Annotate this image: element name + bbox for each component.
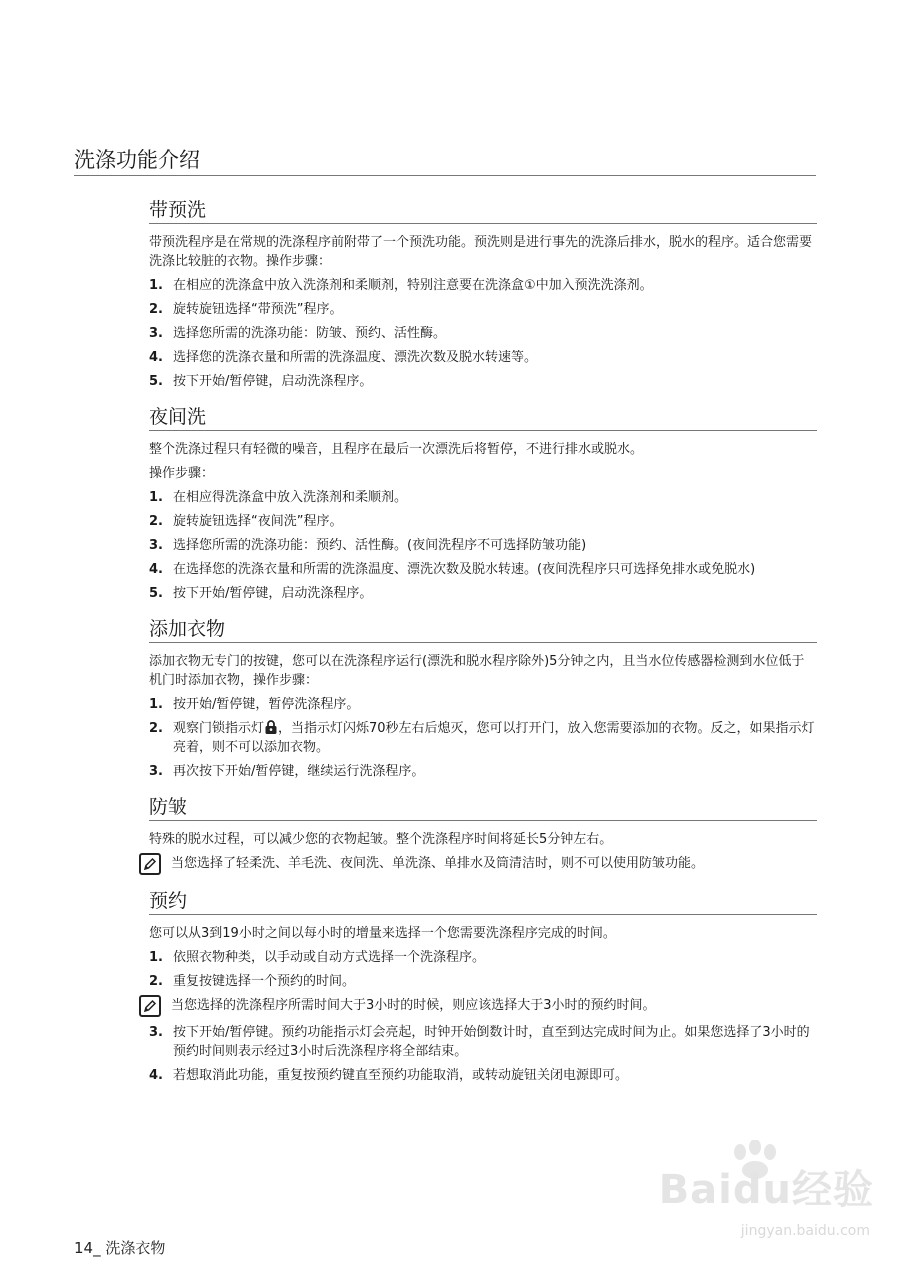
step-number: 4.: [149, 350, 163, 365]
step-text: 再次按下开始/暂停键，继续运行洗涤程序。: [173, 764, 425, 779]
note-block: [149, 996, 817, 1017]
step-item: [149, 719, 817, 757]
watermark-url: jingyan.baidu.com: [740, 1223, 870, 1239]
section-intro: 带预洗程序是在常规的洗涤程序前附带了一个预洗功能。预洗则是进行事先的洗涤后排水，脱水的程序。适合您需要洗涤比较脏的衣物。操作步骤：: [149, 235, 813, 269]
step-item: [149, 276, 817, 295]
step-text: 若想取消此功能，重复按预约键直至预约功能取消，或转动旋钮关闭电源即可。: [173, 1068, 629, 1083]
step-number: 1.: [149, 490, 163, 505]
step-number: 2.: [149, 302, 163, 317]
step-number: 2.: [149, 721, 163, 736]
step-text: 按开始/暂停键，暂停洗涤程序。: [173, 697, 360, 712]
section-night-wash: [149, 405, 817, 603]
step-item: [149, 300, 817, 319]
step-item: [149, 372, 817, 391]
section-anti-wrinkle: [149, 795, 817, 875]
step-number: 4.: [149, 1068, 163, 1083]
step-text: 旋转旋钮选择“夜间洗”程序。: [173, 514, 343, 529]
step-number: 4.: [149, 562, 163, 577]
step-item: [149, 972, 817, 991]
section-intro-steps-label: 操作步骤：: [149, 466, 215, 481]
step-item: [149, 560, 817, 579]
section-title: 带预洗: [149, 198, 817, 224]
section-add-laundry: [149, 617, 817, 781]
step-item: [149, 324, 817, 343]
section-intro: 整个洗涤过程只有轻微的噪音，且程序在最后一次漂洗后将暂停，不进行排水或脱水。: [149, 442, 644, 457]
section-intro: 特殊的脱水过程，可以减少您的衣物起皱。整个洗涤程序时间将延长5分钟左右。: [149, 832, 613, 847]
step-number: 3.: [149, 1025, 163, 1040]
step-item: [149, 948, 817, 967]
main-content: [149, 198, 817, 1099]
step-number: 5.: [149, 586, 163, 601]
step-item: [149, 1066, 817, 1085]
baidu-watermark: [636, 1140, 886, 1250]
page-footer: 14_ 洗涤衣物: [74, 1239, 166, 1257]
note-pencil-icon: [139, 853, 161, 875]
step-text: [173, 719, 817, 757]
step-text: 选择您的洗涤衣量和所需的洗涤温度、漂洗次数及脱水转速等。: [173, 350, 538, 365]
step-item: [149, 695, 817, 714]
watermark-brand: Baidu经验: [658, 1167, 874, 1213]
step-text: 按下开始/暂停键。预约功能指示灯会亮起，时钟开始倒数计时，直至到达完成时间为止。如果您选择了3小时的预约时间则表示经过3小时后洗涤程序将全部结束。: [173, 1025, 810, 1059]
step-number: 1.: [149, 697, 163, 712]
step-text: 依照衣物种类，以手动或自动方式选择一个洗涤程序。: [173, 950, 486, 965]
step-text: 重复按键选择一个预约的时间。: [173, 974, 356, 989]
step-text: 选择您所需的洗涤功能：防皱、预约、活性酶。: [173, 326, 447, 341]
step-item: [149, 488, 817, 507]
step-text: 按下开始/暂停键，启动洗涤程序。: [173, 586, 373, 601]
step-number: 3.: [149, 326, 163, 341]
note-text: 当您选择的洗涤程序所需时间大于3小时的时候，则应该选择大于3小时的预约时间。: [171, 998, 656, 1013]
step-text: 选择您所需的洗涤功能：预约、活性酶。(夜间洗程序不可选择防皱功能): [173, 538, 587, 553]
step-number: 2.: [149, 514, 163, 529]
section-prewash: [149, 198, 817, 391]
section-intro: 您可以从3到19小时之间以每小时的增量来选择一个您需要洗涤程序完成的时间。: [149, 926, 616, 941]
step-text-part: 观察门锁指示灯: [173, 721, 265, 736]
step-item: [149, 512, 817, 531]
section-title: 预约: [149, 889, 817, 915]
section-delay-end: [149, 889, 817, 1085]
step-item: [149, 762, 817, 781]
step-number: 2.: [149, 974, 163, 989]
section-intro: 添加衣物无专门的按键，您可以在洗涤程序运行(漂洗和脱水程序除外)5分钟之内，且当水位传感器检测到水位低于机门时添加衣物，操作步骤：: [149, 654, 805, 688]
step-number: 5.: [149, 374, 163, 389]
note-pencil-icon: [139, 995, 161, 1017]
step-item: [149, 584, 817, 603]
step-item: [149, 536, 817, 555]
step-number: 3.: [149, 764, 163, 779]
step-item: [149, 1023, 817, 1061]
step-text: 在相应得洗涤盒中放入洗涤剂和柔顺剂。: [173, 490, 408, 505]
step-number: 1.: [149, 278, 163, 293]
note-text: 当您选择了轻柔洗、羊毛洗、夜间洗、单洗涤、单排水及筒清洁时，则不可以使用防皱功能。: [171, 856, 705, 871]
step-item: [149, 348, 817, 367]
step-text: 旋转旋钮选择“带预洗”程序。: [173, 302, 343, 317]
door-lock-icon: [265, 720, 277, 734]
section-title: 夜间洗: [149, 405, 817, 431]
step-text: 在相应的洗涤盒中放入洗涤剂和柔顺剂，特别注意要在洗涤盒①中加入预洗洗涤剂。: [173, 278, 653, 293]
step-number: 1.: [149, 950, 163, 965]
step-text: 按下开始/暂停键，启动洗涤程序。: [173, 374, 373, 389]
step-number: 3.: [149, 538, 163, 553]
step-text: 在选择您的洗涤衣量和所需的洗涤温度、漂洗次数及脱水转速。(夜间洗程序只可选择免排水或免脱水): [173, 562, 756, 577]
section-title: 添加衣物: [149, 617, 817, 643]
page-title: 洗涤功能介绍: [74, 146, 816, 176]
section-title: 防皱: [149, 795, 817, 821]
step-text-part: ，当指示灯闪烁70秒左右后熄灭，您可以打开门，放入您需要添加的衣物。反之，如果指示灯亮着，则不可以添加衣物。: [173, 721, 815, 755]
note-block: [149, 854, 817, 875]
